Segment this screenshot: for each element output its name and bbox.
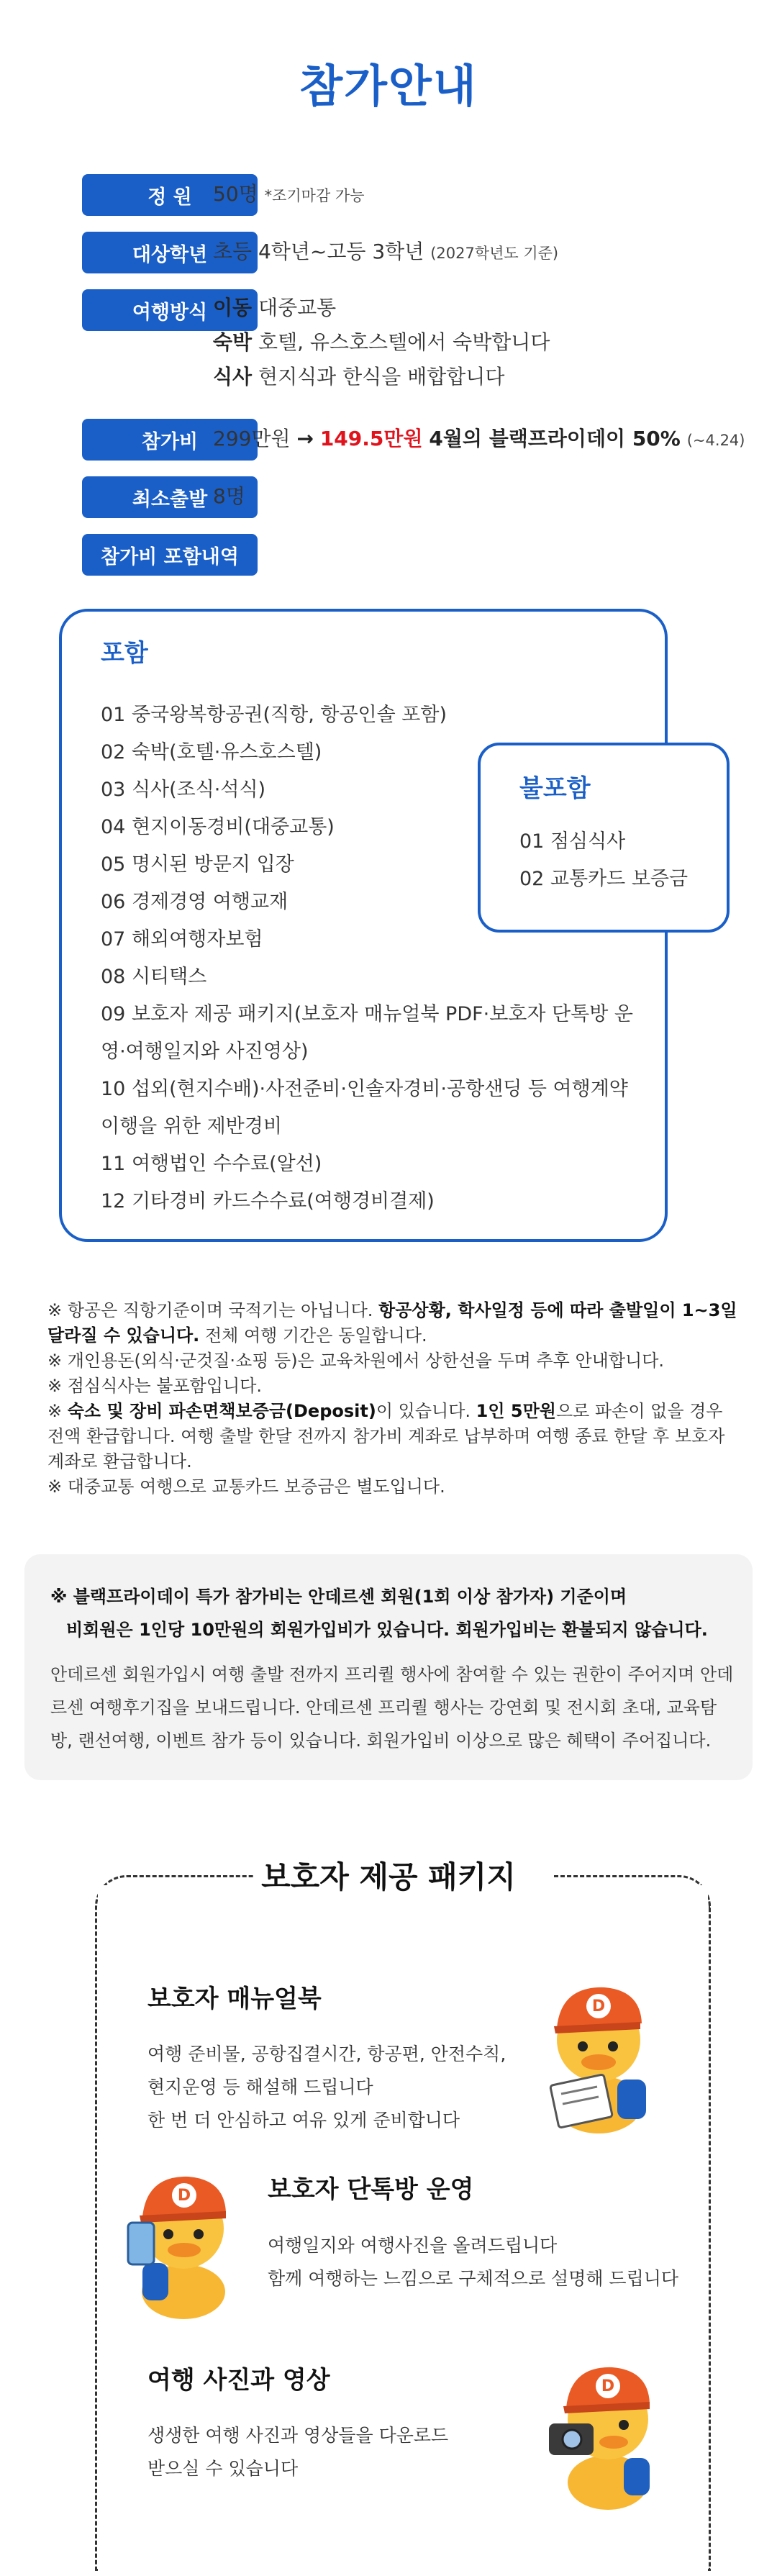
fee-event: 4월의 블랙프라이데이 50% [429, 427, 681, 450]
duck-phone-icon [115, 2162, 245, 2321]
excluded-title: 불포함 [519, 774, 591, 803]
note-text: 전체 여행 기간은 동일합니다. [199, 1325, 427, 1346]
note-item: ※ 점심식사는 불포함입니다. [47, 1376, 263, 1396]
section-title: 보호자 단톡방 운영 [268, 2175, 474, 2204]
section-text [147, 2419, 448, 2485]
note-item [47, 1399, 738, 1474]
method-item [213, 291, 550, 325]
method-text: 대중교통 [258, 296, 337, 319]
package-title: 보호자 제공 패키지 [261, 1859, 516, 1895]
method-values [213, 291, 550, 394]
fee-badge: 참가비 [82, 419, 258, 461]
grade-badge: 대상학년 [82, 232, 258, 273]
list-item: 09 보호자 제공 패키지(보호자 매뉴얼북 PDF·보호자 단톡방 운영·여행일지와 사진영상) [101, 1003, 633, 1063]
note-item [47, 1298, 738, 1348]
method-badge: 여행방식 [82, 289, 258, 331]
list-item: 04 현지이동경비(대중교통) [101, 816, 335, 838]
fee-value [213, 422, 745, 458]
capacity-value [213, 177, 365, 213]
list-item: 08 시티택스 [101, 966, 207, 988]
note-item: ※ 개인용돈(외식·군것질·쇼핑 등)은 교육차원에서 상한선을 두며 추후 안내합니다. [47, 1351, 665, 1371]
page-title: 참가안내 [299, 60, 478, 112]
note-text: ※ 항공은 직항기준이며 국적기는 아닙니다. [47, 1300, 379, 1320]
excluded-box [478, 743, 730, 933]
capacity-badge: 정 원 [82, 174, 258, 216]
black-friday-line: ※ 블랙프라이데이 특가 참가비는 안데르센 회원(1회 이상 참가자) 기준이며 [50, 1587, 627, 1607]
method-text: 현지식과 한식을 배합합니다 [258, 365, 505, 389]
excluded-list [519, 823, 688, 898]
section-line: 현지운영 등 해설해 드립니다 [147, 2077, 373, 2097]
includes-badge: 참가비 포함내역 [82, 534, 258, 576]
black-friday-box [24, 1554, 753, 1780]
section-line: 여행일지와 여행사진을 올려드립니다 [268, 2235, 558, 2256]
method-item [213, 325, 550, 360]
note-text: ※ [47, 1401, 68, 1421]
fee-original: 299만원 [213, 427, 291, 450]
section-line: 받으실 수 있습니다 [147, 2458, 299, 2479]
grade-note: (2027학년도 기준) [430, 245, 559, 262]
black-friday-line: 비회원은 1인당 10만원의 회원가입비가 있습니다. 회원가입비는 환불되지 않습니다. [66, 1620, 708, 1640]
notes [47, 1298, 738, 1500]
duck-reading-icon [532, 1972, 662, 2137]
svg-text:D: D [177, 2187, 191, 2205]
note-text: 으로 파손이 없을 경우 전액 환급합니다. 여행 출발 한달 전까지 참가비 계좌로 납부하며 여행 종료 한달 후 보호자 계좌로 환급합니다. [47, 1401, 725, 1471]
method-key: 숙박 [213, 330, 253, 354]
list-item: 02 교통카드 보증금 [519, 868, 689, 890]
section-text [147, 2038, 506, 2137]
duck-camera-icon [543, 2353, 665, 2511]
list-item: 05 명시된 방문지 입장 [101, 853, 294, 876]
section-title: 보호자 매뉴얼북 [147, 1985, 322, 2013]
note-bold: 숙소 및 장비 파손면책보증금(Deposit) [67, 1401, 376, 1421]
arrow-right-icon: → [296, 427, 314, 450]
section-line: 함께 여행하는 느낌으로 구체적으로 설명해 드립니다 [268, 2268, 679, 2289]
list-item: 01 점심식사 [519, 830, 626, 853]
method-item [213, 360, 550, 394]
note-text: 이 있습니다. [376, 1401, 476, 1421]
section-line: 한 번 더 안심하고 여유 있게 준비합니다 [147, 2110, 460, 2131]
grade-range: 초등 4학년~고등 3학년 [213, 240, 424, 263]
section-line: 여행 준비물, 공항집결시간, 항공편, 안전수칙, [147, 2044, 506, 2064]
grade-value [213, 235, 558, 271]
list-item: 12 기타경비 카드수수료(여행경비결제) [101, 1190, 435, 1212]
min-value: 8명 [213, 484, 245, 508]
capacity-note: *조기마감 가능 [264, 187, 365, 204]
fee-sale: 149.5만원 [319, 427, 423, 450]
note-bold: 항공상황, 학사일정 등에 따라 출발일이 1~3일 달라질 수 있습니다. [47, 1300, 737, 1346]
capacity-number: 50명 [213, 182, 258, 206]
section-title: 여행 사진과 영상 [147, 2366, 330, 2395]
method-key: 식사 [213, 365, 253, 389]
section-line: 생생한 여행 사진과 영상들을 다운로드 [147, 2425, 449, 2446]
note-item: ※ 대중교통 여행으로 교통카드 보증금은 별도입니다. [47, 1477, 445, 1497]
black-friday-text: 안데르센 회원가입시 여행 출발 전까지 프리퀄 행사에 참여할 수 있는 권한이 주어지며 안데르센 여행후기집을 보내드립니다. 안데르센 프리퀄 행사는 강연회 및 전시회 초대, 교육탐방, 랜선여행, 이벤트 참가 등이 있습니다. 회원가입비 이상으로 많은 혜택이 주어집니다. [50, 1664, 734, 1751]
list-item: 06 경제경영 여행교재 [101, 891, 288, 913]
included-title: 포함 [101, 639, 148, 668]
list-item: 02 숙박(호텔·유스호스텔) [101, 741, 322, 763]
svg-text:D: D [591, 1997, 606, 2015]
method-key: 이동 [213, 296, 253, 319]
section-text [268, 2229, 678, 2295]
list-item: 11 여행법인 수수료(알선) [101, 1153, 322, 1175]
list-item: 07 해외여행자보험 [101, 928, 263, 951]
svg-text:D: D [601, 2377, 615, 2395]
list-item: 03 식사(조식·석식) [101, 779, 266, 801]
min-badge: 최소출발 [82, 476, 258, 518]
note-bold: 1인 5만원 [476, 1401, 556, 1421]
method-text: 호텔, 유스호스텔에서 숙박합니다 [258, 330, 550, 354]
list-item: 01 중국왕복항공권(직항, 항공인솔 포함) [101, 704, 447, 726]
black-friday-bold [50, 1580, 741, 1646]
list-item: 10 섭외(현지수배)·사전준비·인솔자경비·공항샌딩 등 여행계약 이행을 위한 제반경비 [101, 1078, 628, 1138]
fee-period: (~4.24) [686, 432, 745, 449]
